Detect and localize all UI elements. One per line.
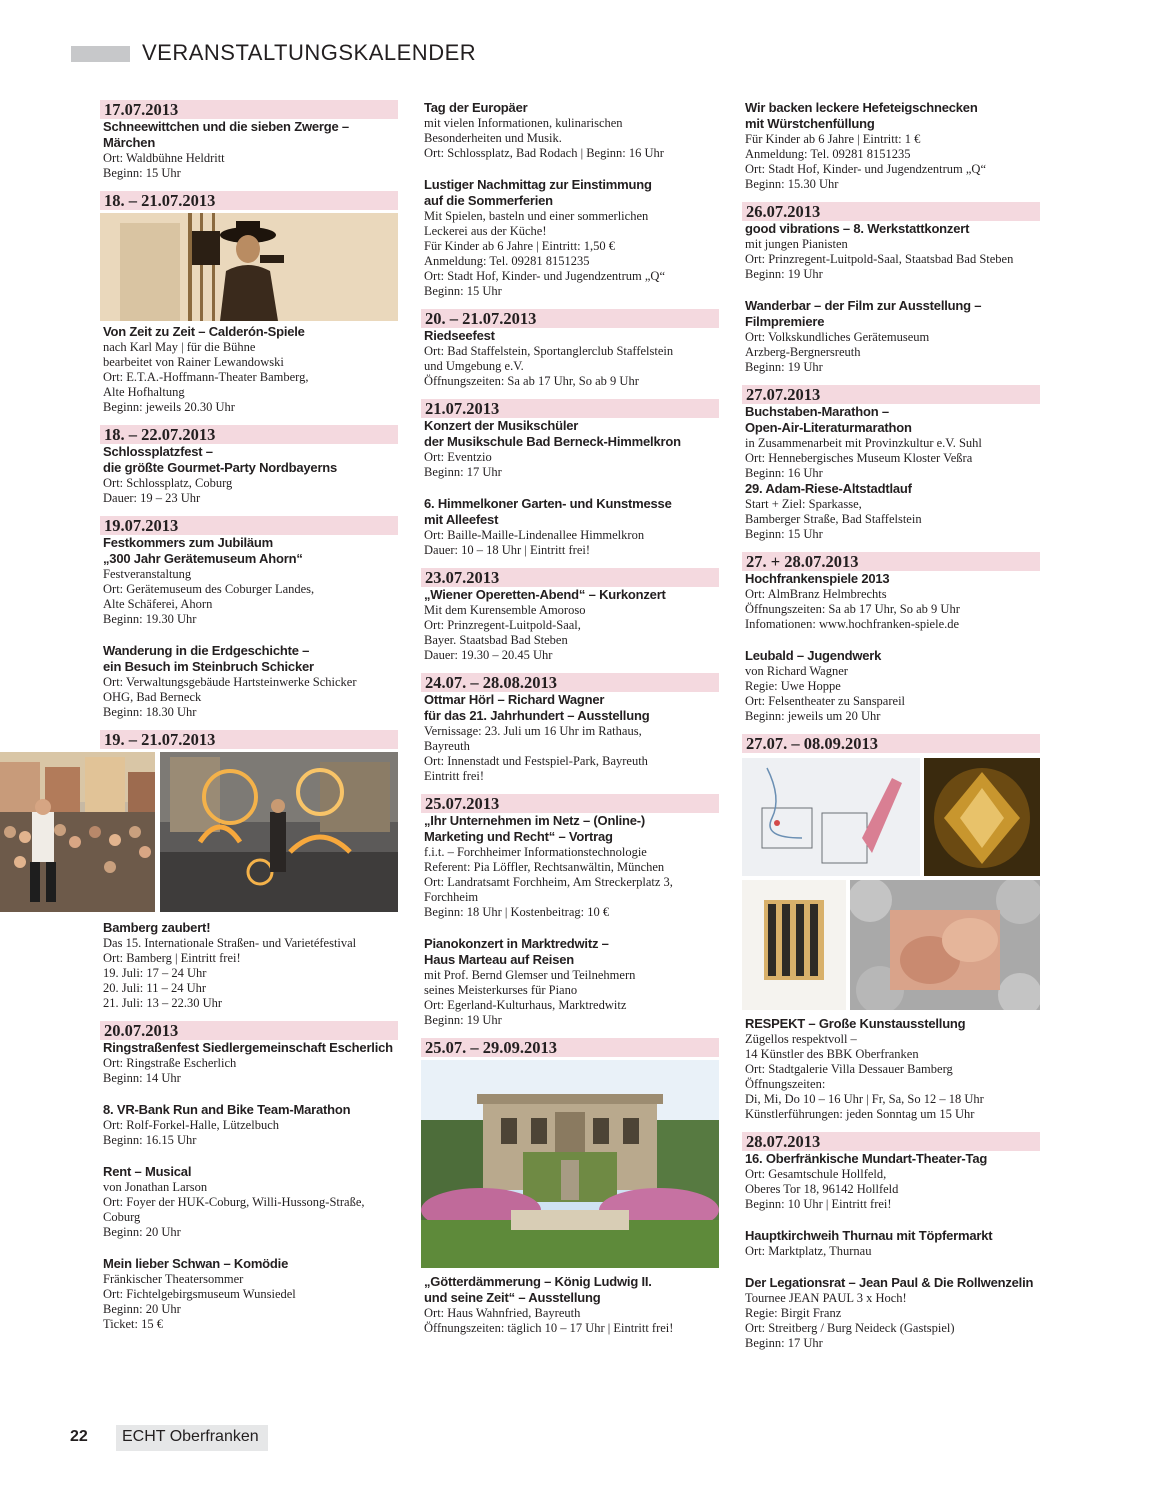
event-detail: Beginn: jeweils 20.30 Uhr: [103, 400, 235, 414]
event-detail: Oberes Tor 18, 96142 Hollfeld: [745, 1182, 899, 1196]
event-title: Ringstraßenfest Siedlergemeinschaft Escherlich: [103, 1040, 393, 1055]
event-title: Buchstaben-Marathon –: [745, 404, 889, 419]
event-title: Von Zeit zu Zeit – Calderón-Spiele: [103, 324, 305, 339]
event: [421, 496, 719, 558]
event-detail: Ort: Gerätemuseum des Coburger Landes,: [103, 582, 315, 596]
event-detail: Beginn: 14 Uhr: [103, 1071, 181, 1085]
event-detail: Bamberger Straße, Bad Staffelstein: [745, 512, 922, 526]
event-detail: Beginn: 15.30 Uhr: [745, 177, 839, 191]
event: [421, 399, 719, 480]
artwork-crystal-photo: [924, 758, 1040, 876]
event: [100, 1256, 398, 1332]
column-1: [100, 100, 398, 1332]
header-bar: [71, 46, 130, 62]
event-detail: Ort: Hennebergisches Museum Kloster Veßra: [745, 451, 973, 465]
event-detail: und Umgebung e.V.: [424, 359, 524, 373]
event-date: 25.07. – 29.09.2013: [421, 1038, 719, 1057]
event-detail: Beginn: 16 Uhr: [745, 466, 823, 480]
event-detail: Ort: Bamberg | Eintritt frei!: [103, 951, 241, 965]
event-detail: Dauer: 19.30 – 20.45 Uhr: [424, 648, 553, 662]
event-detail: Ort: Stadt Hof, Kinder- und Jugendzentrum „Q“: [745, 162, 987, 176]
event-detail: Bayreuth: [424, 739, 470, 753]
event: [100, 1021, 398, 1086]
event-title: für das 21. Jahrhundert – Ausstellung: [424, 708, 650, 723]
event: [742, 552, 1040, 632]
event-title: Pianokonzert in Marktredwitz –: [424, 936, 609, 951]
event-detail: Öffnungszeiten: täglich 10 – 17 Uhr | Eintritt frei!: [424, 1321, 674, 1335]
event-detail: Alte Hofhaltung: [103, 385, 185, 399]
event-detail: Ticket: 15 €: [103, 1317, 163, 1331]
event-detail: OHG, Bad Berneck: [103, 690, 202, 704]
event: [100, 1164, 398, 1240]
event: [742, 1275, 1040, 1351]
event-detail: bearbeitet von Rainer Lewandowski: [103, 355, 284, 369]
event-title: Haus Marteau auf Reisen: [424, 952, 575, 967]
event-detail: Beginn: 15 Uhr: [103, 166, 181, 180]
event-detail: von Richard Wagner: [745, 664, 848, 678]
event-detail: Ort: Ringstraße Escherlich: [103, 1056, 237, 1070]
event-detail: Beginn: 17 Uhr: [424, 465, 502, 479]
event-detail: Öffnungszeiten:: [745, 1077, 826, 1091]
haus-wahnfried-photo: [421, 1060, 719, 1268]
event-title: auf die Sommerferien: [424, 193, 553, 208]
event-detail: Regie: Uwe Hoppe: [745, 679, 841, 693]
event-detail: Mit dem Kurensemble Amoroso: [424, 603, 586, 617]
artwork-figure-photo: [850, 880, 1040, 1010]
event-detail: Ort: Fichtelgebirgsmuseum Wunsiedel: [103, 1287, 296, 1301]
event-detail: 21. Juli: 13 – 22.30 Uhr: [103, 996, 223, 1010]
event-detail: Ort: Schlossplatz, Bad Rodach | Beginn: 16 Uhr: [424, 146, 664, 160]
event: [100, 1102, 398, 1148]
event-detail: Beginn: 19 Uhr: [745, 360, 823, 374]
event-title: Konzert der Musikschüler: [424, 418, 579, 433]
event-detail: mit vielen Informationen, kulinarischen: [424, 116, 623, 130]
event-detail: Dauer: 19 – 23 Uhr: [103, 491, 201, 505]
event: [742, 1132, 1040, 1212]
event-detail: Öffnungszeiten: Sa ab 17 Uhr, So ab 9 Uhr: [424, 374, 639, 388]
event-title: 16. Oberfränkische Mundart-Theater-Tag: [745, 1151, 988, 1166]
event-detail: Start + Ziel: Sparkasse,: [745, 497, 862, 511]
event-title: Der Legationsrat – Jean Paul & Die Rollwenzelin: [745, 1275, 1034, 1290]
event-detail: f.i.t. – Forchheimer Informationstechnologie: [424, 845, 647, 859]
page-title: VERANSTALTUNGSKALENDER: [142, 40, 477, 65]
event-detail: Ort: Baille-Maille-Lindenallee Himmelkron: [424, 528, 645, 542]
event-title: 6. Himmelkoner Garten- und Kunstmesse: [424, 496, 672, 511]
event-title: Tag der Europäer: [424, 100, 528, 115]
event-detail: Ort: Verwaltungsgebäude Hartsteinwerke Schicker: [103, 675, 357, 689]
event-detail: Ort: Eventzio: [424, 450, 492, 464]
event-detail: Beginn: 19.30 Uhr: [103, 612, 197, 626]
event-detail: Eintritt frei!: [424, 769, 485, 783]
event-title: Lustiger Nachmittag zur Einstimmung: [424, 177, 652, 192]
event-detail: Für Kinder ab 6 Jahre | Eintritt: 1,50 €: [424, 239, 616, 253]
event-detail: Alte Schäferei, Ahorn: [103, 597, 213, 611]
event: [421, 309, 719, 389]
event-detail: Coburg: [103, 1210, 141, 1224]
event: [742, 298, 1040, 375]
event: [742, 385, 1040, 481]
event-date: 20. – 21.07.2013: [421, 309, 719, 328]
calderon-photo: [100, 213, 398, 321]
event-title: mit Alleefest: [424, 512, 499, 527]
event-date: 20.07.2013: [100, 1021, 398, 1040]
event: [742, 1228, 1040, 1259]
artwork-print-photo: [742, 880, 846, 1010]
event: [742, 648, 1040, 724]
column-2: [421, 100, 719, 1336]
event-detail: von Jonathan Larson: [103, 1180, 208, 1194]
event-detail: Ort: Rolf-Forkel-Halle, Lützelbuch: [103, 1118, 279, 1132]
event-detail: Beginn: 15 Uhr: [745, 527, 823, 541]
event-title: der Musikschule Bad Berneck-Himmelkron: [424, 434, 681, 449]
event-title: ein Besuch im Steinbruch Schicker: [103, 659, 314, 674]
event: [100, 191, 398, 415]
event-detail: Tournee JEAN PAUL 3 x Hoch!: [745, 1291, 907, 1305]
event-title: Riedseefest: [424, 328, 495, 343]
event-detail: 14 Künstler des BBK Oberfranken: [745, 1047, 919, 1061]
event-detail: Ort: Haus Wahnfried, Bayreuth: [424, 1306, 581, 1320]
event-date: 24.07. – 28.08.2013: [421, 673, 719, 692]
event-title: „Ihr Unternehmen im Netz – (Online-): [424, 813, 646, 828]
event-detail: Ort: Prinzregent-Luitpold-Saal, Staatsbad Bad Steben: [745, 252, 1014, 266]
event-detail: Anmeldung: Tel. 09281 8151235: [424, 254, 590, 268]
event: [100, 643, 398, 720]
event-detail: mit Prof. Bernd Glemser und Teilnehmern: [424, 968, 636, 982]
event-title: Schlossplatzfest –: [103, 444, 213, 459]
event-detail: Ort: Stadtgalerie Villa Dessauer Bamberg: [745, 1062, 953, 1076]
event-detail: Ort: Volkskundliches Gerätemuseum: [745, 330, 930, 344]
street-performer-photo: [0, 752, 155, 912]
event-title: Hochfrankenspiele 2013: [745, 571, 890, 586]
event-title: Schneewittchen und die sieben Zwerge –: [103, 119, 349, 134]
event-detail: Ort: Bad Staffelstein, Sportanglerclub Staffelstein: [424, 344, 674, 358]
event: [421, 1038, 719, 1336]
event-title: good vibrations – 8. Werkstattkonzert: [745, 221, 970, 236]
event: [421, 568, 719, 663]
event-detail: Beginn: 16.15 Uhr: [103, 1133, 197, 1147]
event-detail: Ort: Schlossplatz, Coburg: [103, 476, 233, 490]
event-title: mit Würstchenfüllung: [745, 116, 875, 131]
event-detail: Beginn: 19 Uhr: [424, 1013, 502, 1027]
event-detail: in Zusammenarbeit mit Provinzkultur e.V. Suhl: [745, 436, 982, 450]
event-detail: Ort: Foyer der HUK-Coburg, Willi-Hussong-Straße,: [103, 1195, 365, 1209]
event-detail: Ort: Felsentheater zu Sanspareil: [745, 694, 906, 708]
event: [100, 425, 398, 506]
event-date: 25.07.2013: [421, 794, 719, 813]
fire-juggler-photo: [160, 752, 398, 912]
event-title: Leubald – Jugendwerk: [745, 648, 882, 663]
event-detail: Ort: Stadt Hof, Kinder- und Jugendzentrum „Q“: [424, 269, 666, 283]
event-title: „Götterdämmerung – König Ludwig II.: [424, 1274, 652, 1289]
event-date: 18. – 21.07.2013: [100, 191, 398, 210]
event: [421, 936, 719, 1028]
event-detail: Mit Spielen, basteln und einer sommerlichen: [424, 209, 649, 223]
event-detail: Beginn: 20 Uhr: [103, 1225, 181, 1239]
event-title: 8. VR-Bank Run and Bike Team-Marathon: [103, 1102, 351, 1117]
event-date: 26.07.2013: [742, 202, 1040, 221]
event-date: 27. + 28.07.2013: [742, 552, 1040, 571]
event: [742, 202, 1040, 282]
event-detail: Das 15. Internationale Straßen- und Varietéfestival: [103, 936, 357, 950]
event-detail: Ort: AlmBranz Helmbrechts: [745, 587, 887, 601]
event-detail: Öffnungszeiten: Sa ab 17 Uhr, So ab 9 Uhr: [745, 602, 960, 616]
event-title: Wanderbar – der Film zur Ausstellung –: [745, 298, 982, 313]
event: [742, 481, 1040, 542]
event: [100, 730, 398, 1011]
event-detail: mit jungen Pianisten: [745, 237, 848, 251]
event-title: die größte Gourmet-Party Nordbayerns: [103, 460, 338, 475]
column-3: [742, 100, 1040, 1351]
event-date: 27.07. – 08.09.2013: [742, 734, 1040, 753]
event-title: und seine Zeit“ – Ausstellung: [424, 1290, 601, 1305]
magazine-name: ECHT Oberfranken: [122, 1428, 259, 1445]
event: [742, 734, 1040, 1122]
event-detail: Fränkischer Theatersommer: [103, 1272, 244, 1286]
event-detail: Zügellos respektvoll –: [745, 1032, 857, 1046]
event-detail: Di, Mi, Do 10 – 16 Uhr | Fr, Sa, So 12 – 18 Uhr: [745, 1092, 984, 1106]
event-date: 18. – 22.07.2013: [100, 425, 398, 444]
event-date: 19.07.2013: [100, 516, 398, 535]
event-detail: Festveranstaltung: [103, 567, 192, 581]
event-date: 28.07.2013: [742, 1132, 1040, 1151]
event-title: „Wiener Operetten-Abend“ – Kurkonzert: [424, 587, 666, 602]
event-title: Rent – Musical: [103, 1164, 192, 1179]
event-detail: Ort: E.T.A.-Hoffmann-Theater Bamberg,: [103, 370, 309, 384]
event-detail: Ort: Gesamtschule Hollfeld,: [745, 1167, 887, 1181]
event-detail: Ort: Streitberg / Burg Neideck (Gastspiel): [745, 1321, 955, 1335]
event-date: 27.07.2013: [742, 385, 1040, 404]
event-title: Bamberg zaubert!: [103, 920, 211, 935]
event-title: 29. Adam-Riese-Altstadtlauf: [745, 481, 912, 496]
event-detail: Ort: Egerland-Kulturhaus, Marktredwitz: [424, 998, 627, 1012]
event-detail: Beginn: 17 Uhr: [745, 1336, 823, 1350]
page-number: 22: [70, 1428, 88, 1445]
event-detail: Ort: Prinzregent-Luitpold-Saal,: [424, 618, 581, 632]
event-title: Wir backen leckere Hefeteigschnecken: [745, 100, 978, 115]
event-detail: Beginn: jeweils um 20 Uhr: [745, 709, 881, 723]
event-title: RESPEKT – Große Kunstausstellung: [745, 1016, 966, 1031]
event: [742, 100, 1040, 192]
event: [421, 100, 719, 161]
event-detail: 19. Juli: 17 – 24 Uhr: [103, 966, 207, 980]
event-detail: Ort: Innenstadt und Festspiel-Park, Bayreuth: [424, 754, 648, 768]
event: [421, 794, 719, 920]
event-detail: Beginn: 18.30 Uhr: [103, 705, 197, 719]
event-detail: Beginn: 15 Uhr: [424, 284, 502, 298]
event-title: Ottmar Hörl – Richard Wagner: [424, 692, 605, 707]
event-title: Filmpremiere: [745, 314, 825, 329]
event-detail: Beginn: 10 Uhr | Eintritt frei!: [745, 1197, 892, 1211]
event: [100, 516, 398, 627]
event-title: „300 Jahr Gerätemuseum Ahorn“: [103, 551, 303, 566]
event: [421, 673, 719, 784]
event-detail: Vernissage: 23. Juli um 16 Uhr im Rathaus,: [424, 724, 642, 738]
event-detail: 20. Juli: 11 – 24 Uhr: [103, 981, 207, 995]
event-detail: Beginn: 20 Uhr: [103, 1302, 181, 1316]
artwork-sketch-photo: [742, 758, 920, 876]
event-detail: Leckerei aus der Küche!: [424, 224, 547, 238]
event-detail: seines Meisterkurses für Piano: [424, 983, 578, 997]
event: [421, 177, 719, 299]
event-detail: Bayer. Staatsbad Bad Steben: [424, 633, 568, 647]
event-date: 19. – 21.07.2013: [100, 730, 398, 749]
event-detail: Infomationen: www.hochfranken-spiele.de: [745, 617, 960, 631]
event-detail: Anmeldung: Tel. 09281 8151235: [745, 147, 911, 161]
event-detail: Beginn: 18 Uhr | Kostenbeitrag: 10 €: [424, 905, 610, 919]
event-title: Hauptkirchweih Thurnau mit Töpfermarkt: [745, 1228, 993, 1243]
event: [100, 100, 398, 181]
event-detail: Referent: Pia Löffler, Rechtsanwältin, München: [424, 860, 665, 874]
event-detail: Künstlerführungen: jeden Sonntag um 15 Uhr: [745, 1107, 975, 1121]
event-detail: Für Kinder ab 6 Jahre | Eintritt: 1 €: [745, 132, 921, 146]
event-detail: Beginn: 19 Uhr: [745, 267, 823, 281]
event-title: Mein lieber Schwan – Komödie: [103, 1256, 289, 1271]
event-title: Festkommers zum Jubiläum: [103, 535, 274, 550]
event-date: 17.07.2013: [100, 100, 398, 119]
event-detail: Ort: Landratsamt Forchheim, Am Streckerplatz 3,: [424, 875, 673, 889]
event-date: 21.07.2013: [421, 399, 719, 418]
event-detail: Regie: Birgit Franz: [745, 1306, 842, 1320]
event-title: Märchen: [103, 135, 156, 150]
event-detail: Ort: Waldbühne Heldritt: [103, 151, 225, 165]
event-detail: Forchheim: [424, 890, 479, 904]
event-title: Wanderung in die Erdgeschichte –: [103, 643, 310, 658]
event-detail: Besonderheiten und Musik.: [424, 131, 562, 145]
event-detail: Arzberg-Bergnersreuth: [745, 345, 861, 359]
event-title: Open-Air-Literaturmarathon: [745, 420, 912, 435]
event-title: Marketing und Recht“ – Vortrag: [424, 829, 613, 844]
event-date: 23.07.2013: [421, 568, 719, 587]
event-detail: nach Karl May | für die Bühne: [103, 340, 256, 354]
event-detail: Dauer: 10 – 18 Uhr | Eintritt frei!: [424, 543, 590, 557]
event-detail: Ort: Marktplatz, Thurnau: [745, 1244, 872, 1258]
